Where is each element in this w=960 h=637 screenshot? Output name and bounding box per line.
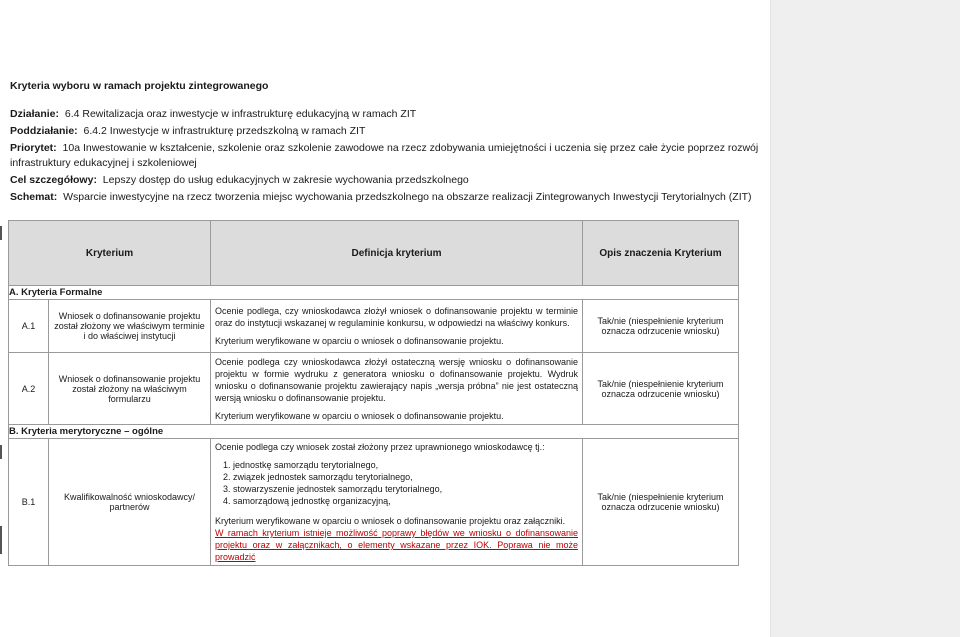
table-row [9, 353, 739, 425]
list-item: 2. związek jednostek samorządu terytorialnego, [233, 471, 578, 483]
margin-marker [0, 526, 2, 540]
dzialanie-line [10, 108, 416, 120]
section-row [9, 286, 739, 300]
eligible-applicants-list [233, 459, 578, 507]
poddzialanie-value: 6.4.2 Inwestycje w infrastrukturę przedszkolną w ramach ZIT [83, 125, 366, 137]
priorytet-value: 10a Inwestowanie w kształcenie, szkolenie oraz szkolenie zawodowe na rzecz zdobywania umiejętności i uczenia się przez całe życie poprzez rozwój [62, 142, 759, 154]
table-row [9, 300, 739, 353]
margin-marker [0, 540, 2, 554]
table-header-row [9, 221, 739, 286]
criterion-opis: Tak/nie (niespełnienie kryterium oznacza odrzucenie wniosku) [583, 353, 739, 425]
priorytet-line [10, 142, 758, 154]
dzialanie-value: 6.4 Rewitalizacja oraz inwestycje w infrastrukturę edukacyjną w ramach ZIT [64, 108, 417, 120]
priorytet-label: Priorytet: [10, 142, 57, 154]
definition-paragraph: Kryterium weryfikowane w oparciu o wniosek o dofinansowanie projektu oraz załączniki. [215, 516, 566, 526]
schemat-value: Wsparcie inwestycyjne na rzecz tworzenia miejsc wychowania przedszkolnego na obszarze realizacji Zintegrowanych Inwestycji Terytorialnych (ZIT) [63, 191, 752, 203]
criterion-definition [211, 353, 583, 425]
definition-paragraph: Ocenie podlega czy wniosek został złożony przez uprawnionego wnioskodawcę tj.: [215, 442, 545, 452]
comment-margin-panel [770, 0, 960, 637]
criterion-name: Kwalifikowalność wnioskodawcy/ partnerów [49, 439, 211, 566]
list-item: 4. samorządową jednostkę organizacyjną, [233, 495, 578, 507]
tracked-change-text: W ramach kryterium istnieje możliwość poprawy błędów we wniosku o dofinansowanie projektu oraz w załącznikach, o elementy wskazane przez IOK. Poprawa nie może prowadzić [215, 528, 578, 562]
criterion-name: Wniosek o dofinansowanie projektu został złożony we właściwym terminie i do właściwej instytucji [49, 300, 211, 353]
criterion-opis: Tak/nie (niespełnienie kryterium oznacza odrzucenie wniosku) [583, 439, 739, 566]
section-a-title: A. Kryteria Formalne [9, 286, 211, 300]
priorytet-line-2: infrastruktury edukacyjnej i szkoleniowej [10, 157, 197, 169]
dzialanie-label: Działanie: [10, 108, 60, 120]
section-b-title: B. Kryteria merytoryczne – ogólne [9, 425, 211, 439]
criterion-code: A.1 [9, 300, 49, 353]
section-row [9, 425, 739, 439]
header-opis: Opis znaczenia Kryterium [583, 221, 739, 286]
document-title: Kryteria wyboru w ramach projektu zintegrowanego [10, 80, 269, 92]
definition-paragraph: Ocenie podlega czy wnioskodawca złożył ostateczną wersję wniosku o dofinansowanie projektu w formie wydruku z generatora wniosku o dofinansowanie projektu. Wydruk wniosku o dofinansowanie projektu zawierający napis „wersja próbna” nie jest ostateczną wersją wniosku o dofinansowanie projektu. [215, 356, 578, 403]
margin-marker [0, 445, 2, 459]
criterion-definition [211, 300, 583, 353]
definition-paragraph: Kryterium weryfikowane w oparciu o wniosek o dofinansowanie projektu. [215, 410, 504, 421]
cel-value: Lepszy dostęp do usług edukacyjnych w zakresie wychowania przedszkolnego [102, 174, 469, 186]
schemat-line [10, 191, 752, 203]
list-item: 3. stowarzyszenie jednostek samorządu terytorialnego, [233, 483, 578, 495]
list-item: 1. jednostkę samorządu terytorialnego, [233, 459, 578, 471]
table-row [9, 439, 739, 566]
poddzialanie-line [10, 125, 365, 137]
criteria-table [8, 220, 739, 566]
header-kryterium: Kryterium [9, 221, 211, 286]
cel-label: Cel szczegółowy: [10, 174, 97, 186]
margin-marker [0, 226, 2, 240]
definition-paragraph: Kryterium weryfikowane w oparciu o wniosek o dofinansowanie projektu. [215, 336, 504, 346]
criterion-definition [211, 439, 583, 566]
criterion-opis: Tak/nie (niespełnienie kryterium oznacza odrzucenie wniosku) [583, 300, 739, 353]
criterion-code: A.2 [9, 353, 49, 425]
poddzialanie-label: Poddziałanie: [10, 125, 78, 137]
definition-paragraph: Ocenie podlega, czy wnioskodawca złożył wniosek o dofinansowanie projektu w terminie oraz do instytucji wskazanej w regulaminie konkursu, w odpowiedzi na właściwy konkurs. [215, 306, 578, 328]
cel-line [10, 174, 469, 186]
schemat-label: Schemat: [10, 191, 58, 203]
criterion-code: B.1 [9, 439, 49, 566]
header-definicja: Definicja kryterium [211, 221, 583, 286]
criterion-name: Wniosek o dofinansowanie projektu został złożony na właściwym formularzu [49, 353, 211, 425]
